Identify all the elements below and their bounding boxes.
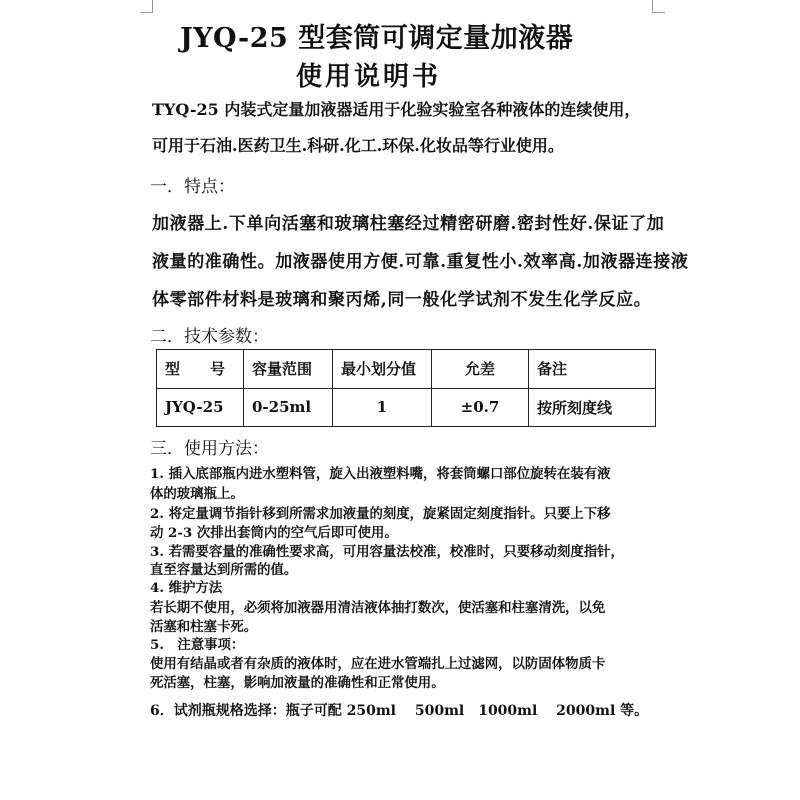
- table-cell-remarks: 按所刻度线: [529, 388, 656, 427]
- bottle-spec-line: 6．试剂瓶规格选择：瓶子可配 250ml 500ml 1000ml 2000ml 等。: [150, 703, 649, 719]
- features-line-2: 液量的准确性。加液器使用方便.可靠.重复性小.效率高.加液器连接液: [152, 252, 689, 272]
- table-cell-model: JYQ-25: [157, 388, 244, 427]
- usage-line-4: 动 2-3 次排出套筒内的空气后即可使用。: [150, 525, 398, 541]
- section-heading-usage: 三．使用方法：: [150, 439, 269, 459]
- table-header-min-division: 最小划分值: [333, 350, 432, 389]
- usage-line-8: 若长期不使用，必须将加液器用清洁液体抽打数次，使活塞和柱塞清洗，以免: [150, 600, 606, 616]
- features-line-1: 加液器上.下单向活塞和玻璃柱塞经过精密研磨.密封性好.保证了加: [152, 214, 665, 234]
- usage-line-2: 体的玻璃瓶上。: [150, 486, 244, 502]
- spec-table: [156, 349, 656, 427]
- table-cell-tolerance: ±0.7: [432, 388, 529, 427]
- document-title: JYQ-25 型套筒可调定量加液器: [180, 23, 574, 54]
- table-header-tolerance: 允差: [432, 350, 529, 389]
- usage-line-5: 3. 若需要容量的准确性要求高，可用容量法校准，校准时，只要移动刻度指针，: [150, 544, 624, 560]
- usage-line-3: 2. 将定量调节指针移到所需求加液量的刻度，旋紧固定刻度指针。只要上下移: [150, 506, 611, 522]
- table-header-remarks: 备注: [529, 350, 656, 389]
- usage-line-1: 1. 插入底部瓶内进水塑料管，旋入出液塑料嘴，将套筒螺口部位旋转在装有液: [150, 466, 611, 482]
- usage-line-10: 5. 注意事项：: [150, 637, 245, 653]
- intro-line-1: TYQ-25 内装式定量加液器适用于化验实验室各种液体的连续使用，: [152, 100, 641, 119]
- intro-line-2: 可用于石油.医药卫生.科研.化工.环保.化妆品等行业使用。: [152, 136, 564, 155]
- section-heading-specs: 二．技术参数：: [150, 327, 269, 347]
- usage-line-6: 直至容量达到所需的值。: [150, 562, 298, 578]
- table-cell-capacity: 0-25ml: [244, 388, 333, 427]
- page-corner-mark-left: [140, 0, 153, 13]
- features-line-3: 体零部件材料是玻璃和聚丙烯,同一般化学试剂不发生化学反应。: [152, 290, 652, 310]
- usage-line-12: 死活塞，柱塞，影响加液量的准确性和正常使用。: [150, 675, 445, 691]
- usage-line-9: 活塞和柱塞卡死。: [150, 619, 258, 635]
- usage-line-7: 4. 维护方法: [150, 580, 223, 596]
- section-heading-features: 一．特点：: [150, 177, 235, 197]
- table-header-capacity: 容量范围: [244, 350, 333, 389]
- page-corner-mark-right: [652, 0, 665, 13]
- document-subtitle: 使用说明书: [296, 62, 442, 92]
- table-row: [157, 388, 656, 427]
- table-header-row: [157, 350, 656, 389]
- table-cell-min-division: 1: [333, 388, 432, 427]
- table-header-model: 型 号: [157, 350, 244, 389]
- usage-line-11: 使用有结晶或者有杂质的液体时，应在进水管端扎上过滤网，以防固体物质卡: [150, 656, 606, 672]
